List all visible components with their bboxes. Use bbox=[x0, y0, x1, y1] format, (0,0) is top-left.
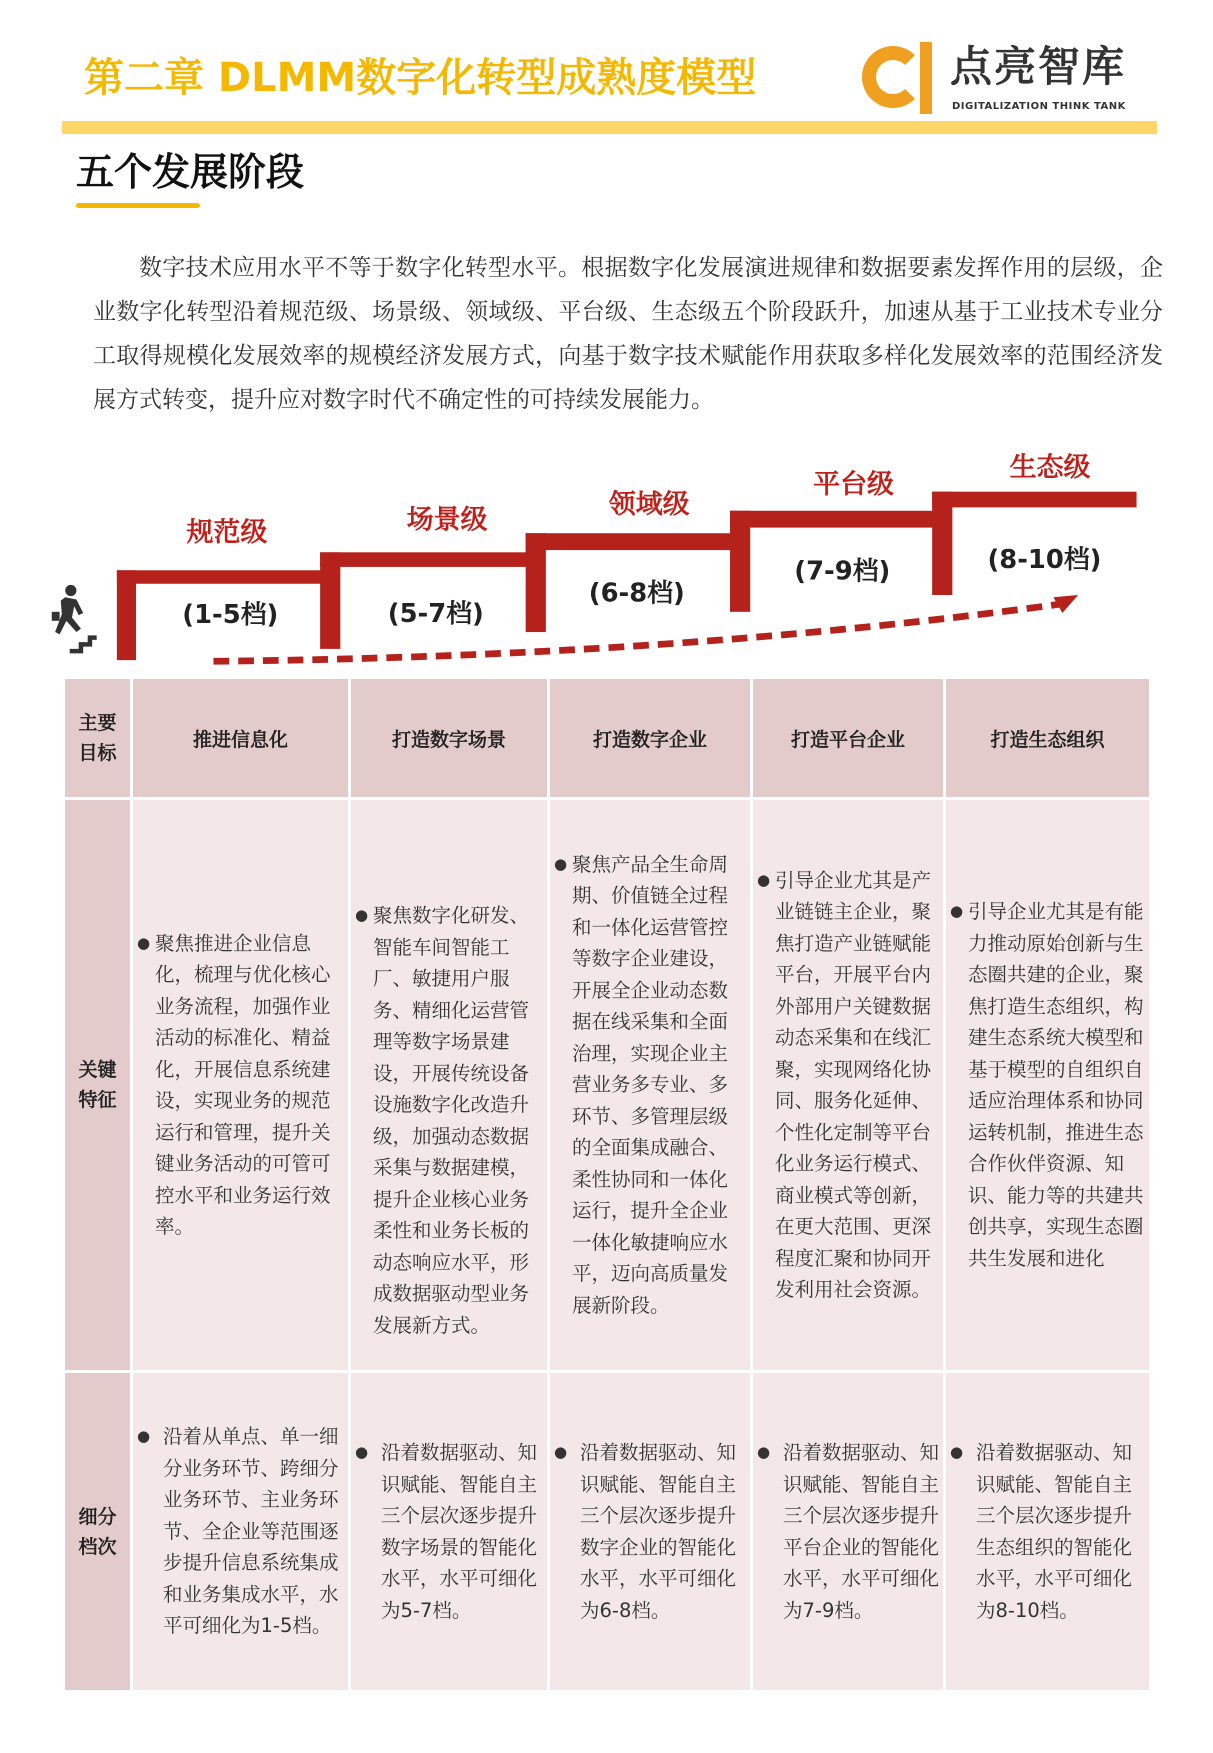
feature-cell bbox=[132, 799, 350, 1372]
stage-range-5: (8-10档) bbox=[987, 545, 1102, 576]
row-label-text: 主要目标 bbox=[78, 712, 117, 764]
feature-cell bbox=[350, 799, 549, 1372]
goal-cell: 推进信息化 bbox=[132, 678, 350, 799]
stage-range-1: (1-5档) bbox=[182, 600, 279, 631]
bullet-icon: ● bbox=[950, 902, 964, 920]
chapter-title: 第二章 DLMM数字化转型成熟度模型 bbox=[84, 56, 757, 100]
logo-name: 点亮智库 bbox=[950, 42, 1127, 91]
header-divider bbox=[62, 121, 1157, 134]
level-cell bbox=[350, 1372, 549, 1692]
logo-subtitle: DIGITALIZATION THINK TANK bbox=[952, 101, 1126, 112]
level-text: 沿着数据驱动、知识赋能、智能自主三个层次逐步提升数字企业的智能化水平，水平可细化为6-8档。 bbox=[580, 1441, 737, 1622]
level-text: 沿着数据驱动、知识赋能、智能自主三个层次逐步提升数字场景的智能化水平，水平可细化为5-7档。 bbox=[381, 1441, 538, 1622]
stage-table bbox=[62, 676, 1152, 1693]
logo-bar-icon bbox=[920, 42, 932, 114]
goal-cell: 打造数字企业 bbox=[549, 678, 752, 799]
features-row bbox=[64, 799, 1151, 1372]
stage-name-1: 规范级 bbox=[186, 517, 268, 549]
row-label-levels bbox=[64, 1372, 132, 1692]
goal-cell: 打造数字场景 bbox=[350, 678, 549, 799]
level-text: 沿着从单点、单一细分业务环节、跨细分业务环节、主业务环节、全企业等范围逐步提升信息系统集成和业务集成水平，水平可细化为1-5档。 bbox=[163, 1425, 339, 1638]
stage-range-3: (6-8档) bbox=[588, 578, 685, 609]
row-label-text: 关键特征 bbox=[78, 1059, 117, 1111]
stair-step-1 bbox=[117, 570, 136, 660]
feature-text: 聚焦数字化研发、智能车间智能工厂、敏捷用户服务、精细化运营管理等数字场景建设，开展传统设备设施数字化改造升级，加强动态数据采集与数据建模，提升企业核心业务柔性和业务长板的动态响应水平，形成数据驱动型业务发展新方式。 bbox=[373, 904, 530, 1337]
goal-row bbox=[64, 678, 1151, 799]
stage-staircase bbox=[0, 449, 1213, 674]
bullet-icon: ● bbox=[355, 1443, 369, 1461]
bullet-icon: ● bbox=[137, 1427, 151, 1446]
stage-name-4: 平台级 bbox=[813, 468, 894, 500]
feature-text: 引导企业尤其是产业链链主企业，聚焦打造产业链赋能平台，开展平台内外部用户关键数据动态采集和在线汇聚，实现网络化协同、服务化延伸、个性化定制等平台化业务运行模式、商业模式等创新，在更大范围、更深程度汇聚和协同开发利用社会资源。 bbox=[775, 868, 932, 1301]
level-text: 沿着数据驱动、知识赋能、智能自主三个层次逐步提升平台企业的智能化水平，水平可细化为7-9档。 bbox=[783, 1441, 940, 1622]
intro-paragraph: 数字技术应用水平不等于数字化转型水平。根据数字化发展演进规律和数据要素发挥作用的层级，企业数字化转型沿着规范级、场景级、领域级、平台级、生态级五个阶段跃升，加速从基于工业技术专业分工取得规模化发展效率的规模经济发展方式，向基于数字技术赋能作用获取多样化发展效率的范围经济发展方式转变，提升应对数字时代不确定性的可持续发展能力。 bbox=[93, 255, 1163, 413]
level-cell bbox=[132, 1372, 350, 1692]
feature-cell bbox=[549, 799, 752, 1372]
bullet-icon: ● bbox=[757, 1443, 771, 1461]
feature-cell bbox=[752, 799, 945, 1372]
runner-icon bbox=[52, 585, 97, 654]
stage-name-5: 生态级 bbox=[1009, 451, 1091, 483]
row-label-features bbox=[64, 799, 132, 1372]
level-cell bbox=[549, 1372, 752, 1692]
row-label-goal bbox=[64, 678, 132, 799]
stage-range-2: (5-7档) bbox=[387, 598, 484, 629]
logo bbox=[862, 42, 1162, 117]
goal-cell: 打造平台企业 bbox=[752, 678, 945, 799]
feature-text: 引导企业尤其是有能力推动原始创新与生态圈共建的企业，聚焦打造生态组织，构建生态系统大模型和基于模型的自组织自适应治理体系和协同运转机制，推进生态合作伙伴资源、知识、能力等的共建共创共享，实现生态圈共生发展和进化 bbox=[968, 900, 1144, 1270]
row-label-text: 细分档次 bbox=[78, 1505, 117, 1558]
feature-text: 聚焦推进企业信息化，梳理与优化核心业务流程，加强作业活动的标准化、精益化，开展信息系统建设，实现业务的规范运行和管理，提升关键业务活动的可管可控水平和业务运行效率。 bbox=[155, 931, 331, 1238]
level-cell bbox=[752, 1372, 945, 1692]
section-underline bbox=[76, 203, 200, 208]
bullet-icon: ● bbox=[554, 1443, 568, 1461]
logo-c-icon bbox=[862, 46, 924, 108]
section-title: 五个发展阶段 bbox=[76, 150, 305, 194]
level-cell bbox=[945, 1372, 1151, 1692]
feature-cell bbox=[945, 799, 1151, 1372]
bullet-icon: ● bbox=[950, 1443, 964, 1461]
bullet-icon: ● bbox=[355, 906, 369, 924]
levels-row bbox=[64, 1372, 1151, 1692]
bullet-icon: ● bbox=[137, 933, 151, 952]
progress-arrow bbox=[213, 604, 1061, 661]
feature-text: 聚焦产品全生命周期、价值链全过程和一体化运营管控等数字企业建设，开展全企业动态数据在线采集和全面治理，实现企业主营业务多专业、多环节、多管理层级的全面集成融合、柔性协同和一体化运行，提升全企业一体化敏捷响应水平，迈向高质量发展新阶段。 bbox=[572, 852, 729, 1317]
goal-cell: 打造生态组织 bbox=[945, 678, 1151, 799]
level-text: 沿着数据驱动、知识赋能、智能自主三个层次逐步提升生态组织的智能化水平，水平可细化为8-10档。 bbox=[976, 1441, 1133, 1622]
stage-name-2: 场景级 bbox=[406, 504, 488, 536]
bullet-icon: ● bbox=[554, 854, 568, 873]
stage-range-4: (7-9档) bbox=[794, 556, 891, 587]
bullet-icon: ● bbox=[757, 870, 771, 889]
stage-name-3: 领域级 bbox=[608, 489, 690, 521]
